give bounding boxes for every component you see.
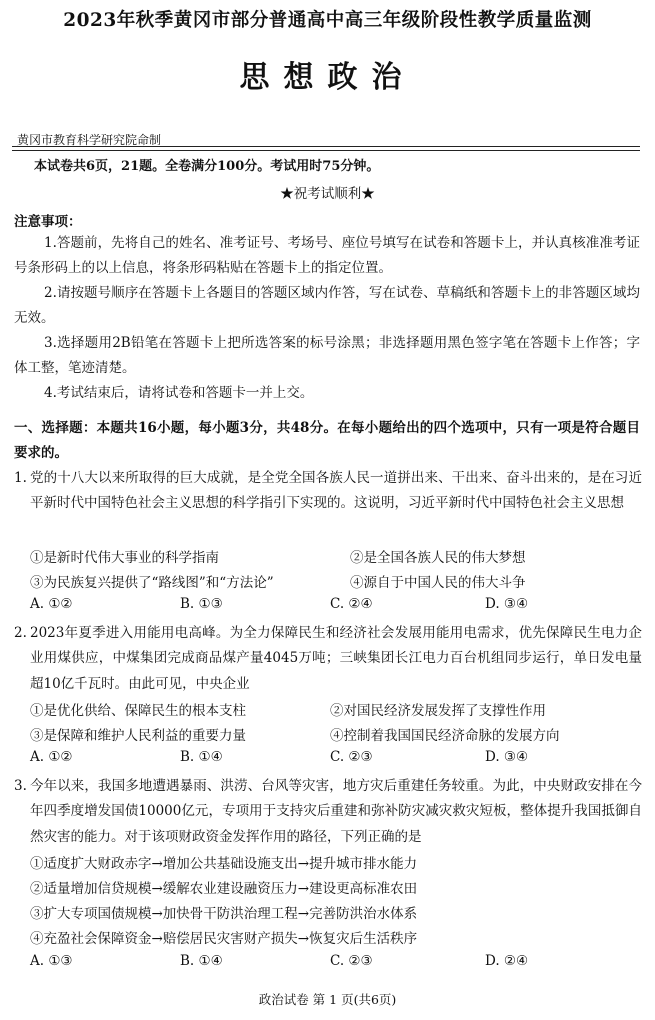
notes-title: 注意事项： [14,214,82,230]
choice-b: B. ①③ [180,596,223,612]
statement-row [30,902,640,922]
choice-d: D. ③④ [485,596,529,612]
good-luck-line: ★祝考试顺利★ [280,186,375,202]
statement-row [30,699,640,719]
question-stem: 党的十八大以来所取得的巨大成就，是全党全国各族人民一道拼出来、干出来、奋斗出来的，是在习近平新时代中国特色社会主义思想的科学指引下实现的。这说明，习近平新时代中国特色社会主义思想 [30,470,642,512]
question-number: 1. [14,470,27,486]
note-item: 1.答题前，先将自己的姓名、准考证号、考场号、座位号填写在试卷和答题卡上，并认真核准准考证号条形码上的以上信息，将条形码粘贴在答题卡上的指定位置。 [14,235,640,276]
statement-item: ④控制着我国国民经济命脉的发展方向 [330,728,560,744]
question-number: 3. [14,778,27,794]
question-1 [14,466,642,517]
statement-row [30,852,640,872]
note-item: 3.选择题用2B铅笔在答题卡上把所选答案的标号涂黑；非选择题用黑色签字笔在答题卡上作答；字体工整，笔迹清楚。 [14,335,640,376]
statement-item: ④充盈社会保障资金→赔偿居民灾害财产损失→恢复灾后生活秩序 [30,931,418,947]
statement-item: ④源自于中国人民的伟大斗争 [350,575,526,591]
statement-item: ②对国民经济发展发挥了支撑性作用 [330,703,546,719]
question-stem: 2023年夏季进入用能用电高峰。为全力保障民生和经济社会发展用能用电需求，优先保障民生电力企业用煤供应，中煤集团完成商品煤产量4045万吨；三峡集团长江电力百台机组同步运行，单日发电量超10亿千瓦时。由此可见，中央企业 [30,625,642,692]
choice-row [30,749,640,769]
choice-b: B. ①④ [180,749,223,765]
choice-d: D. ②④ [485,953,529,969]
question-2 [14,621,642,697]
choice-c: C. ②③ [330,953,373,969]
page-footer: 政治试卷 第 1 页(共6页) [258,992,397,1007]
question-number: 2. [14,625,27,641]
statement-row [30,927,640,947]
statement-item: ①是优化供给、保障民生的根本支柱 [30,703,246,719]
section-heading: 一、选择题：本题共16小题，每小题3分，共48分。在每小题给出的四个选项中，只有一项是符合题目要求的。 [14,420,640,461]
statement-row [30,571,640,591]
header-divider [12,146,640,147]
note-item: 4.考试结束后，请将试卷和答题卡一并上交。 [44,385,314,401]
choice-c: C. ②④ [330,596,373,612]
author-line: 黄冈市教育科学研究院命制 [17,133,162,147]
statement-item: ③扩大专项国债规模→加快骨干防洪治理工程→完善防洪治水体系 [30,906,418,922]
subject-title: 思想政治 [239,60,416,95]
statement-row [30,877,640,897]
statement-row [30,546,640,566]
note-item: 2.请按题号顺序在答题卡上各题目的答题区域内作答，写在试卷、草稿纸和答题卡上的非答题区域均无效。 [14,285,640,326]
choice-row [30,953,640,973]
statement-item: ①适度扩大财政赤字→增加公共基础设施支出→提升城市排水能力 [30,856,418,872]
choice-b: B. ①④ [180,953,223,969]
statement-item: ③是保障和维护人民利益的重要力量 [30,728,246,744]
statement-item: ②适量增加信贷规模→缓解农业建设融资压力→建设更高标准农田 [30,881,418,897]
statement-item: ③为民族复兴提供了“路线图”和“方法论” [30,575,274,591]
statement-row [30,724,640,744]
choice-a: A. ①③ [30,953,73,969]
choice-c: C. ②③ [330,749,373,765]
choice-a: A. ①② [30,596,73,612]
statement-item: ①是新时代伟大事业的科学指南 [30,550,219,566]
choice-d: D. ③④ [485,749,529,765]
choice-row [30,596,640,616]
question-3 [14,774,642,850]
header-divider-thin [12,150,640,151]
statement-item: ②是全国各族人民的伟大梦想 [350,550,526,566]
question-stem: 今年以来，我国多地遭遇暴雨、洪涝、台风等灾害，地方灾后重建任务较重。为此，中央财政安排在今年四季度增发国债10000亿元，专项用于支持灾后重建和弥补防灾减灾救灾短板，整体提升我国抵御自然灾害的能力。对于该项财政资金发挥作用的路径，下列正确的是 [30,778,642,845]
choice-a: A. ①② [30,749,73,765]
exam-info: 本试卷共6页，21题。全卷满分100分。考试用时75分钟。 [34,159,380,174]
exam-header-title: 2023年秋季黄冈市部分普通高中高三年级阶段性教学质量监测 [63,10,592,31]
